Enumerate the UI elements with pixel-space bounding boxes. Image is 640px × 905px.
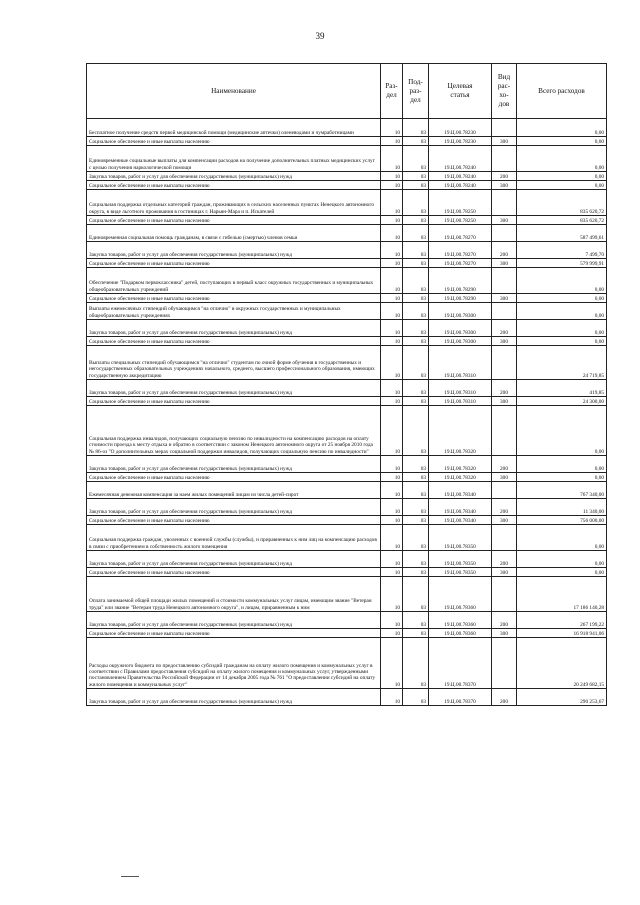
row-section: 10 <box>381 294 403 303</box>
table-row <box>87 242 607 259</box>
table-row <box>87 337 607 346</box>
row-name: Закупка товаров, работ и услуг для обеспечения государственных (муниципальных) нужд <box>87 172 381 181</box>
header-expense-type: Вид рас- хо- дов <box>492 64 517 119</box>
row-subsection: 03 <box>403 456 429 473</box>
row-expense-type: 300 <box>492 473 517 482</box>
row-target: 19.Ц.00.78300 <box>429 303 492 320</box>
row-target: 19.Ц.00.78270 <box>429 259 492 268</box>
row-subsection: 03 <box>403 320 429 337</box>
table-row <box>87 320 607 337</box>
row-target: 19.Ц.00.78300 <box>429 337 492 346</box>
row-target: 19.Ц.00.78350 <box>429 568 492 577</box>
table-row <box>87 638 607 689</box>
row-expense-type: 300 <box>492 516 517 525</box>
row-target: 19.Ц.00.78230 <box>429 119 492 137</box>
row-target: 19.Ц.00.78360 <box>429 629 492 638</box>
row-target: 19.Ц.00.78370 <box>429 689 492 706</box>
row-expense-type: 300 <box>492 294 517 303</box>
row-section: 10 <box>381 380 403 397</box>
table-row <box>87 577 607 612</box>
row-section: 10 <box>381 320 403 337</box>
row-subsection: 03 <box>403 629 429 638</box>
row-section: 10 <box>381 268 403 294</box>
row-amount: 267 199,22 <box>517 612 607 629</box>
row-section: 10 <box>381 397 403 406</box>
table-row <box>87 516 607 525</box>
row-section: 10 <box>381 303 403 320</box>
row-expense-type: 200 <box>492 242 517 259</box>
row-subsection: 03 <box>403 259 429 268</box>
row-subsection: 03 <box>403 473 429 482</box>
row-target: 19.Ц.00.78340 <box>429 499 492 516</box>
row-subsection: 03 <box>403 181 429 190</box>
row-section: 10 <box>381 146 403 172</box>
table-row <box>87 137 607 146</box>
row-section: 10 <box>381 172 403 181</box>
row-expense-type: 200 <box>492 172 517 181</box>
row-target: 19.Ц.00.78360 <box>429 612 492 629</box>
row-subsection: 03 <box>403 689 429 706</box>
row-section: 10 <box>381 577 403 612</box>
row-expense-type: 200 <box>492 320 517 337</box>
row-amount: 17 186 140,28 <box>517 577 607 612</box>
row-subsection: 03 <box>403 380 429 397</box>
row-section: 10 <box>381 629 403 638</box>
row-subsection: 03 <box>403 406 429 456</box>
row-subsection: 03 <box>403 146 429 172</box>
row-subsection: 03 <box>403 303 429 320</box>
row-name: Расходы окружного бюджета по предоставлению субсидий гражданам на оплату жилого помещения и коммунальных услуг в соответствии с Правилами предоставления субсидий на оплату жилого помещения и коммунальных услуг, утвержденными постановлением Правительства Российской Федерации от 14 декабря 2005 года № 761 "О предоставлении субсидий на оплату жилого помещения и коммунальных услуг" <box>87 638 381 689</box>
row-name: Закупка товаров, работ и услуг для обеспечения государственных (муниципальных) нужд <box>87 320 381 337</box>
row-expense-type <box>492 525 517 551</box>
row-section: 10 <box>381 612 403 629</box>
row-amount: 0,00 <box>517 146 607 172</box>
row-name: Закупка товаров, работ и услуг для обеспечения государственных (муниципальных) нужд <box>87 612 381 629</box>
row-section: 10 <box>381 225 403 242</box>
row-amount: 0,00 <box>517 268 607 294</box>
row-target: 19.Ц.00.78340 <box>429 516 492 525</box>
row-section: 10 <box>381 242 403 259</box>
row-name: Выплаты специальных стипендий обучающимся "на отлично" студентам по очной форме обучения в государственных и негосударственных образовательных учреждениях начального, среднего, высшего профессионального образования, имеющих государственную аккредитацию <box>87 346 381 380</box>
row-target: 19.Ц.00.78310 <box>429 380 492 397</box>
row-target: 19.Ц.00.78350 <box>429 525 492 551</box>
table-row <box>87 190 607 216</box>
row-expense-type: 300 <box>492 337 517 346</box>
row-section: 10 <box>381 638 403 689</box>
row-name: Закупка товаров, работ и услуг для обеспечения государственных (муниципальных) нужд <box>87 689 381 706</box>
row-section: 10 <box>381 473 403 482</box>
row-amount: 0,00 <box>517 320 607 337</box>
header-amount: Всего расходов <box>517 64 607 119</box>
row-name: Выплаты ежемесячных стипендий обучающимся "на отлично" в окружных государственных и муниципальных общеобразовательных учреждениях <box>87 303 381 320</box>
row-section: 10 <box>381 181 403 190</box>
row-target: 19.Ц.00.78310 <box>429 346 492 380</box>
table-row <box>87 473 607 482</box>
row-subsection: 03 <box>403 172 429 181</box>
row-subsection: 03 <box>403 482 429 499</box>
table-row <box>87 499 607 516</box>
row-target: 19.Ц.00.78270 <box>429 225 492 242</box>
row-target: 19.Ц.00.78320 <box>429 406 492 456</box>
budget-table <box>86 63 607 706</box>
row-name: Социальное обеспечение и иные выплаты населению <box>87 137 381 146</box>
row-target: 19.Ц.00.78290 <box>429 268 492 294</box>
row-name: Закупка товаров, работ и услуг для обеспечения государственных (муниципальных) нужд <box>87 380 381 397</box>
row-target: 19.Ц.00.78360 <box>429 577 492 612</box>
row-amount: 0,00 <box>517 525 607 551</box>
row-target: 19.Ц.00.78320 <box>429 473 492 482</box>
row-subsection: 03 <box>403 190 429 216</box>
row-section: 10 <box>381 499 403 516</box>
row-target: 19.Ц.00.78340 <box>429 482 492 499</box>
header-subsection: Под- раз- дел <box>403 64 429 119</box>
table-row <box>87 268 607 294</box>
row-expense-type <box>492 190 517 216</box>
row-subsection: 03 <box>403 216 429 225</box>
row-section: 10 <box>381 516 403 525</box>
table-row <box>87 119 607 137</box>
row-target: 19.Ц.00.78250 <box>429 190 492 216</box>
row-name: Социальная поддержка граждан, уволенных с военной службы (службы), и приравненных к ним лиц на компенсацию расходов в связи с приобретением в собственность жилого помещения <box>87 525 381 551</box>
row-subsection: 03 <box>403 137 429 146</box>
row-amount: 419,85 <box>517 380 607 397</box>
row-expense-type <box>492 638 517 689</box>
row-section: 10 <box>381 346 403 380</box>
row-expense-type <box>492 482 517 499</box>
row-expense-type: 200 <box>492 551 517 568</box>
table-row <box>87 406 607 456</box>
row-subsection: 03 <box>403 337 429 346</box>
row-name: Социальное обеспечение и иные выплаты населению <box>87 397 381 406</box>
header-name: Наименование <box>87 64 381 119</box>
row-target: 19.Ц.00.78240 <box>429 172 492 181</box>
row-subsection: 03 <box>403 499 429 516</box>
row-amount: 0,00 <box>517 551 607 568</box>
row-amount: 0,00 <box>517 119 607 137</box>
row-expense-type <box>492 225 517 242</box>
row-amount: 0,00 <box>517 181 607 190</box>
row-name: Закупка товаров, работ и услуг для обеспечения государственных (муниципальных) нужд <box>87 456 381 473</box>
row-section: 10 <box>381 456 403 473</box>
row-subsection: 03 <box>403 242 429 259</box>
row-amount: 0,00 <box>517 294 607 303</box>
table-row <box>87 146 607 172</box>
row-target: 19.Ц.00.78310 <box>429 397 492 406</box>
row-expense-type <box>492 346 517 380</box>
row-amount: 756 000,00 <box>517 516 607 525</box>
row-expense-type <box>492 303 517 320</box>
row-name: Социальное обеспечение и иные выплаты населению <box>87 337 381 346</box>
row-section: 10 <box>381 216 403 225</box>
row-expense-type <box>492 268 517 294</box>
row-amount: 835 620,72 <box>517 190 607 216</box>
row-expense-type <box>492 406 517 456</box>
row-target: 19.Ц.00.78320 <box>429 456 492 473</box>
row-expense-type: 200 <box>492 380 517 397</box>
row-name: Социальное обеспечение и иные выплаты населению <box>87 259 381 268</box>
row-amount: 24 719,85 <box>517 346 607 380</box>
row-subsection: 03 <box>403 397 429 406</box>
row-subsection: 03 <box>403 612 429 629</box>
row-subsection: 03 <box>403 577 429 612</box>
row-subsection: 03 <box>403 551 429 568</box>
table-row <box>87 456 607 473</box>
row-expense-type <box>492 577 517 612</box>
row-expense-type: 300 <box>492 137 517 146</box>
row-subsection: 03 <box>403 294 429 303</box>
table-row <box>87 397 607 406</box>
row-amount: 7 499,70 <box>517 242 607 259</box>
row-amount: 16 918 941,06 <box>517 629 607 638</box>
table-row <box>87 172 607 181</box>
row-amount: 0,00 <box>517 456 607 473</box>
table-row <box>87 303 607 320</box>
row-target: 19.Ц.00.78250 <box>429 216 492 225</box>
row-name: Закупка товаров, работ и услуг для обеспечения государственных (муниципальных) нужд <box>87 242 381 259</box>
row-amount: 0,00 <box>517 473 607 482</box>
row-subsection: 03 <box>403 638 429 689</box>
table-row <box>87 689 607 706</box>
row-name: Социальное обеспечение и иные выплаты населению <box>87 181 381 190</box>
row-amount: 11 340,00 <box>517 499 607 516</box>
row-expense-type <box>492 119 517 137</box>
table-row <box>87 525 607 551</box>
row-subsection: 03 <box>403 268 429 294</box>
row-target: 19.Ц.00.78290 <box>429 294 492 303</box>
row-name: Социальное обеспечение и иные выплаты населению <box>87 629 381 638</box>
table-row <box>87 181 607 190</box>
footer-rule <box>121 876 139 877</box>
table-header-row <box>87 64 607 119</box>
row-amount: 20 249 682,15 <box>517 638 607 689</box>
table-row <box>87 225 607 242</box>
row-name: Бесплатное получение средств первой медицинской помощи (медицинские аптечки) оленеводами и чумработницами <box>87 119 381 137</box>
row-section: 10 <box>381 482 403 499</box>
row-amount: 0,00 <box>517 137 607 146</box>
row-subsection: 03 <box>403 346 429 380</box>
header-target: Целевая статья <box>429 64 492 119</box>
row-expense-type: 300 <box>492 216 517 225</box>
row-target: 19.Ц.00.78270 <box>429 242 492 259</box>
row-amount: 767 340,00 <box>517 482 607 499</box>
row-expense-type: 200 <box>492 689 517 706</box>
row-name: Единовременные социальные выплаты для компенсации расходов на получение дополнительных платных медицинских услуг с целью получения наркологической помощи <box>87 146 381 172</box>
row-section: 10 <box>381 551 403 568</box>
row-subsection: 03 <box>403 119 429 137</box>
page-number: 39 <box>315 31 325 41</box>
table-row <box>87 629 607 638</box>
table-row <box>87 612 607 629</box>
header-section: Раз- дел <box>381 64 403 119</box>
row-subsection: 03 <box>403 516 429 525</box>
table-body <box>87 119 607 706</box>
row-expense-type: 300 <box>492 181 517 190</box>
row-section: 10 <box>381 337 403 346</box>
table-row <box>87 346 607 380</box>
row-name: Закупка товаров, работ и услуг для обеспечения государственных (муниципальных) нужд <box>87 499 381 516</box>
row-expense-type <box>492 146 517 172</box>
row-amount: 587 499,61 <box>517 225 607 242</box>
row-amount: 0,00 <box>517 172 607 181</box>
row-subsection: 03 <box>403 225 429 242</box>
row-target: 19.Ц.00.78350 <box>429 551 492 568</box>
row-amount: 0,00 <box>517 406 607 456</box>
row-name: Социальное обеспечение и иные выплаты населению <box>87 294 381 303</box>
row-expense-type: 200 <box>492 612 517 629</box>
table-row <box>87 294 607 303</box>
row-expense-type: 300 <box>492 259 517 268</box>
row-name: Обеспечение "Подарком первоклассника" детей, поступающих в первый класс окружных государственных и муниципальных общеобразовательных учреждений <box>87 268 381 294</box>
row-section: 10 <box>381 525 403 551</box>
table-row <box>87 551 607 568</box>
row-amount: 290 253,67 <box>517 689 607 706</box>
table-row <box>87 216 607 225</box>
row-name: Социальное обеспечение и иные выплаты населению <box>87 568 381 577</box>
row-amount: 579 999,91 <box>517 259 607 268</box>
row-target: 19.Ц.00.78370 <box>429 638 492 689</box>
table-row <box>87 482 607 499</box>
row-expense-type: 300 <box>492 629 517 638</box>
row-name: Оплата занимаемой общей площади жилых помещений и стоимости коммунальных услуг лицам, имеющим звание "Ветеран труда" или звание "Ветеран труда Ненецкого автономного округа", и лицам, приравненным к ним <box>87 577 381 612</box>
row-subsection: 03 <box>403 568 429 577</box>
row-target: 19.Ц.00.78240 <box>429 146 492 172</box>
row-amount: 0,00 <box>517 303 607 320</box>
row-amount: 0,00 <box>517 337 607 346</box>
row-target: 19.Ц.00.78230 <box>429 137 492 146</box>
row-name: Единовременная социальная помощь гражданам, в связи с гибелью (смертью) членов семьи <box>87 225 381 242</box>
row-section: 10 <box>381 406 403 456</box>
table-row <box>87 568 607 577</box>
row-name: Закупка товаров, работ и услуг для обеспечения государственных (муниципальных) нужд <box>87 551 381 568</box>
row-subsection: 03 <box>403 525 429 551</box>
row-name: Социальное обеспечение и иные выплаты населению <box>87 216 381 225</box>
row-expense-type: 300 <box>492 397 517 406</box>
row-expense-type: 300 <box>492 568 517 577</box>
row-section: 10 <box>381 190 403 216</box>
row-target: 19.Ц.00.78240 <box>429 181 492 190</box>
table-row <box>87 259 607 268</box>
row-section: 10 <box>381 689 403 706</box>
row-name: Социальная поддержка инвалидов, получающих социальную пенсию по инвалидности на компенсацию расходов на оплату стоимости проезда к месту отдыха и обратно в соответствии с законом Ненецкого автономного округа от 25 ноября 2010 года № 86-оз "О дополнительных мерах социальной поддержки инвалидов, получающих социальную пенсию по инвалидности" <box>87 406 381 456</box>
row-name: Ежемесячная денежная компенсация за наем жилых помещений лицам из числа детей-сирот <box>87 482 381 499</box>
row-expense-type: 200 <box>492 499 517 516</box>
row-target: 19.Ц.00.78300 <box>429 320 492 337</box>
row-section: 10 <box>381 119 403 137</box>
table-row <box>87 380 607 397</box>
row-section: 10 <box>381 259 403 268</box>
row-name: Социальное обеспечение и иные выплаты населению <box>87 473 381 482</box>
row-section: 10 <box>381 137 403 146</box>
row-name: Социальное обеспечение и иные выплаты населению <box>87 516 381 525</box>
row-section: 10 <box>381 568 403 577</box>
row-amount: 835 620,72 <box>517 216 607 225</box>
row-name: Социальная поддержка отдельных категорий граждан, проживающих в сельских населенных пунктах Ненецкого автономного округа, в виде льготного проживания в гостиницах г. Нарьян-Мара и п. Искателей <box>87 190 381 216</box>
row-amount: 24 300,00 <box>517 397 607 406</box>
row-amount: 0,00 <box>517 568 607 577</box>
row-expense-type: 200 <box>492 456 517 473</box>
